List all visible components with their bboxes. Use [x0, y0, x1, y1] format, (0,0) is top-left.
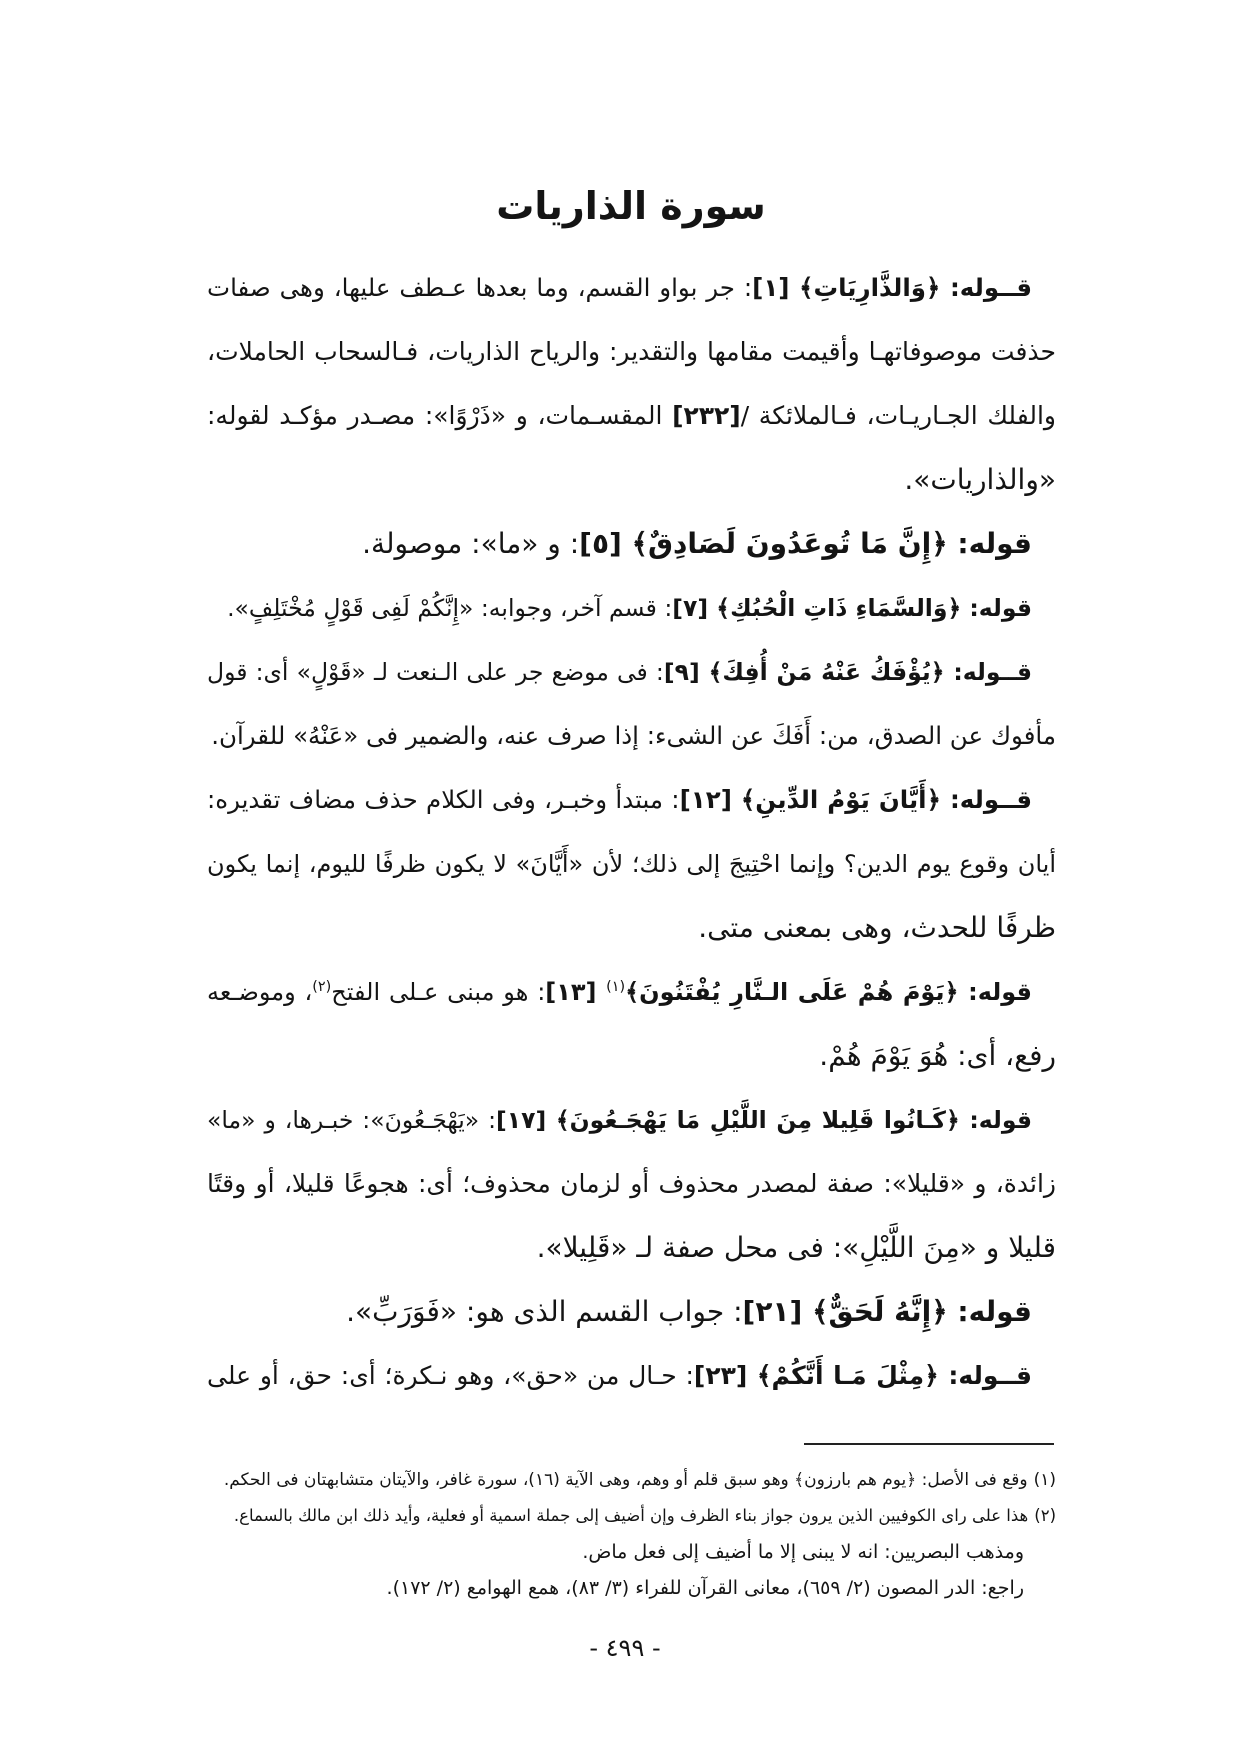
commentary-text: قليلا و «مِنَ اللَّيْلِ»: فى محل صفة لـ «قَلِيلا». — [536, 1231, 1056, 1264]
commentary-text: : «يَهْجَـعُونَ»: خبـرها، و «ما» — [207, 1106, 497, 1134]
commentary-lead: قــوله: — [940, 785, 1032, 814]
commentary-lead: قوله: — [959, 1106, 1032, 1134]
commentary-paragraph — [207, 512, 1056, 576]
quran-verse: ﴿يُؤْفَكُ عَنْهُ مَنْ أُفِكَ﴾ — [708, 658, 945, 686]
verse-number: [٧] — [672, 594, 717, 622]
footnote-separator — [804, 1443, 1054, 1445]
commentary-text: : فى موضع جر على الـنعت لـ «قَوْلٍ» أى: قول — [207, 658, 664, 686]
footnote-reference: (١) — [606, 979, 626, 995]
commentary-paragraph — [207, 576, 1056, 640]
commentary-paragraph — [207, 1280, 1056, 1344]
footnote-text: هذا على راى الكوفيين الذين يرون جواز بناء الظرف وإن أضيف إلى جملة اسمية أو فعلية، وأيد ذلك ابن مالك بالسماع. — [233, 1506, 1029, 1525]
page-number: - ٤٩٩ - — [589, 1634, 661, 1662]
verse-number: [٢١] — [742, 1295, 813, 1328]
commentary-text: مأفوك عن الصدق، من: أَفَكَ عن الشىء: إذا صرف عنه، والضمير فى «عَنْهُ» للقرآن. — [211, 721, 1056, 750]
commentary-paragraph — [207, 1088, 1056, 1280]
commentary-text: ، وموضـعه — [207, 978, 313, 1006]
body-line — [207, 896, 1056, 960]
footnote — [207, 1462, 1056, 1498]
body-line — [207, 448, 1056, 512]
commentary-paragraph — [207, 256, 1056, 512]
quran-verse: ﴿وَالذَّارِيَاتِ﴾ — [799, 273, 941, 302]
body-line — [207, 256, 1056, 320]
commentary-lead: قوله: — [947, 527, 1032, 560]
body-line — [207, 704, 1056, 768]
quran-verse: ﴿إِنَّ مَا تُوعَدُونَ لَصَادِقٌ﴾ — [631, 527, 948, 560]
commentary-text: زائدة، و «قليلا»: صفة لمصدر محذوف أو لزمان محذوف؛ أى: هجوعًا قليلا، أو وقتًا — [207, 1169, 1056, 1198]
commentary-lead: قــوله: — [940, 273, 1032, 302]
footnote-line — [207, 1534, 1056, 1570]
quran-verse: ﴿إِنَّهُ لَحَقٌّ﴾ — [812, 1295, 948, 1328]
footnote-line — [207, 1570, 1056, 1606]
folio-marker: [٢٣٢] — [672, 401, 741, 430]
commentary-text: : هو مبنى عـلى الفتح — [331, 978, 546, 1006]
commentary-lead: قوله: — [958, 978, 1033, 1006]
body-line — [207, 1088, 1056, 1152]
footnote-line — [207, 1498, 1056, 1534]
commentary-paragraph — [207, 1344, 1056, 1408]
commentary-paragraph — [207, 768, 1056, 960]
footnote — [207, 1498, 1056, 1606]
commentary-body — [207, 256, 1056, 1408]
commentary-text: رفع، أى: هُوَ يَوْمَ هُمْ. — [819, 1039, 1056, 1072]
commentary-text: أيان وقوع يوم الدين؟ وإنما احْتِيجَ إلى ذلك؛ لأن «أَيَّانَ» لا يكون ظرفًا لليوم، إنما يكون — [207, 850, 1056, 878]
quran-verse: ﴿يَوْمَ هُمْ عَلَى الـنَّارِ يُفْتَنُونَ﴾ — [625, 978, 959, 1006]
commentary-text: : جواب القسم الذى هو: «فَوَرَبِّ». — [346, 1295, 743, 1328]
commentary-lead: قــوله: — [944, 658, 1033, 686]
commentary-lead: قوله: — [947, 1295, 1032, 1328]
body-line — [207, 832, 1056, 896]
commentary-text: حذفت موصوفاتهـا وأقيمت مقامها والتقدير: والرياح الذاريات، فـالسحاب الحاملات، — [207, 337, 1056, 366]
body-line — [207, 1024, 1056, 1088]
body-line — [207, 384, 1056, 448]
commentary-lead: قــوله: — [938, 1361, 1033, 1390]
quran-verse: ﴿كَـانُوا قَلِيلا مِنَ اللَّيْلِ مَا يَهْجَـعُونَ﴾ — [555, 1106, 960, 1134]
quran-verse: ﴿مِثْلَ مَـا أَنَّكُمْ﴾ — [756, 1361, 939, 1390]
body-line — [207, 1152, 1056, 1216]
verse-number: [١٢] — [679, 785, 741, 814]
commentary-paragraph — [207, 640, 1056, 768]
verse-number: [٢٣] — [693, 1361, 757, 1390]
commentary-text: المقسـمات، و «ذَرْوًا»: مصـدر مؤكـد لقوله: — [207, 401, 673, 430]
body-line — [207, 576, 1056, 640]
quran-verse: ﴿أَيَّانَ يَوْمُ الدِّينِ﴾ — [740, 785, 941, 814]
commentary-text: والفلك الجـاريـات، فـالملائكة / — [740, 401, 1056, 430]
commentary-text: : مبتدأ وخبـر، وفى الكلام حذف مضاف تقديره: — [207, 785, 680, 814]
body-line — [207, 1216, 1056, 1280]
footnote-text: ومذهب البصريين: انه لا يبنى إلا ما أضيف إلى فعل ماض. — [582, 1541, 1024, 1563]
footnote-line — [207, 1462, 1056, 1498]
body-line — [207, 320, 1056, 384]
commentary-text: : و «ما»: موصولة. — [362, 527, 580, 560]
footnote-marker: (٢) — [1034, 1506, 1056, 1525]
commentary-text: : جر بواو القسم، وما بعدها عـطف عليها، وهى صفات — [207, 273, 753, 302]
commentary-text: : حـال من «حق»، وهو نـكرة؛ أى: حق، أو على — [207, 1361, 694, 1390]
verse-number: [٩] — [663, 658, 709, 686]
body-line — [207, 1344, 1056, 1408]
body-line — [207, 1280, 1056, 1344]
commentary-text: : قسم آخر، وجوابه: «إِنَّكُمْ لَفِى قَوْلٍ مُخْتَلِفٍ». — [227, 594, 673, 622]
footnote-text: وقع فى الأصل: ﴿يوم هم بارزون﴾ وهو سبق قلم أو وهم، وهى الآية (١٦)، سورة غافر، والآيتان متشابهتان فى الحكم. — [223, 1470, 1028, 1490]
surah-title: سورة الذاريات — [496, 184, 766, 228]
verse-number: [١٧] — [496, 1106, 556, 1134]
body-line — [207, 640, 1056, 704]
commentary-text: «والذاريات». — [904, 463, 1056, 496]
body-line — [207, 512, 1056, 576]
quran-verse: ﴿وَالسَّمَاءِ ذَاتِ الْحُبُكِ﴾ — [716, 594, 962, 622]
footnote-text: راجع: الدر المصون (٢/ ٦٥٩)، معانى القرآن للفراء (٣/ ٨٣)، همع الهوامع (٢/ ١٧٢). — [386, 1577, 1024, 1599]
body-line — [207, 768, 1056, 832]
verse-number: [٥] — [579, 527, 632, 560]
footnote-reference: (٢) — [312, 979, 332, 995]
footnotes — [207, 1462, 1056, 1606]
commentary-lead: قوله: — [961, 594, 1032, 622]
body-line — [207, 960, 1056, 1024]
verse-number: [١٣] — [545, 978, 607, 1006]
commentary-paragraph — [207, 960, 1056, 1088]
footnote-marker: (١) — [1033, 1470, 1056, 1490]
verse-number: [١] — [752, 273, 800, 302]
commentary-text: ظرفًا للحدث، وهى بمعنى متى. — [698, 911, 1056, 944]
